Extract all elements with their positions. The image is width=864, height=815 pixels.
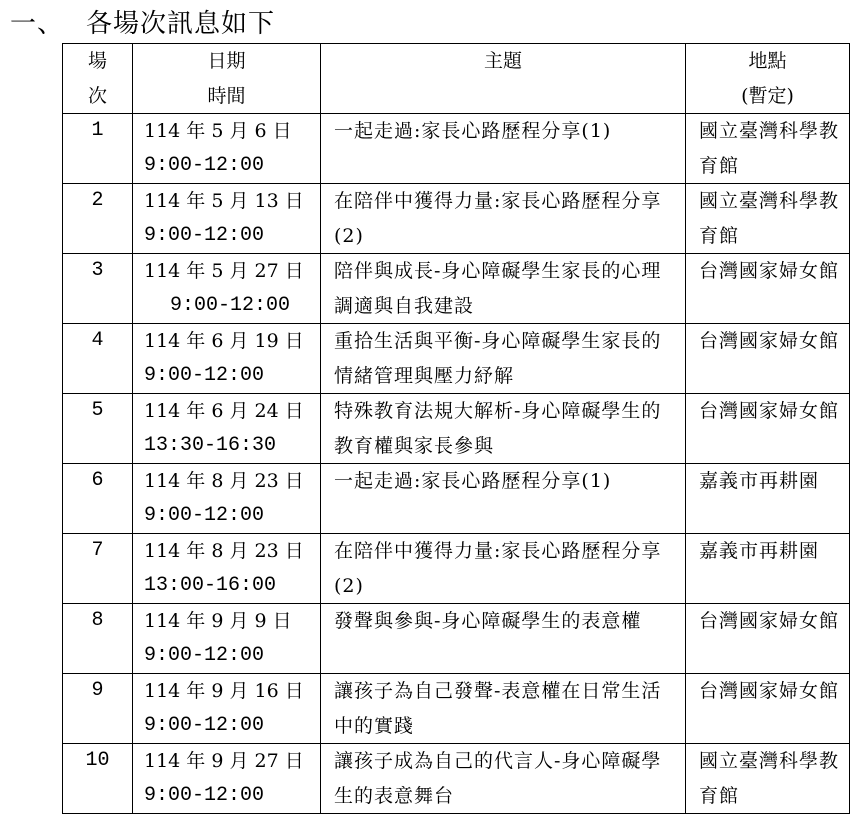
session-place-text: 台灣國家婦女館 xyxy=(699,260,840,282)
session-date: 114 年 9 月 16 日 xyxy=(144,680,304,702)
session-time: 9:00-12:00 xyxy=(144,643,265,667)
table-header-row xyxy=(63,44,850,114)
session-place xyxy=(686,604,850,674)
session-topic-text: 重拾生活與平衡-身心障礙學生家長的情緒管理與壓力紓解 xyxy=(334,330,662,387)
session-number-value: 7 xyxy=(91,539,104,562)
session-topic xyxy=(321,324,686,394)
session-number-value: 8 xyxy=(91,609,104,632)
header-place-line2: (暫定) xyxy=(741,84,794,107)
session-date: 114 年 9 月 27 日 xyxy=(144,750,304,772)
session-number xyxy=(63,394,133,464)
session-date: 114 年 5 月 13 日 xyxy=(144,190,304,212)
session-place-text: 台灣國家婦女館 xyxy=(699,680,840,702)
header-date-time xyxy=(133,44,321,114)
session-place xyxy=(686,394,850,464)
session-topic-text: 特殊教育法規大解析-身心障礙學生的教育權與家長參與 xyxy=(334,400,662,457)
session-number xyxy=(63,254,133,324)
session-topic-text: 一起走過:家長心路歷程分享(1) xyxy=(334,470,612,492)
session-number xyxy=(63,674,133,744)
session-topic xyxy=(321,744,686,814)
session-number-value: 4 xyxy=(91,329,104,352)
session-date: 114 年 8 月 23 日 xyxy=(144,540,304,562)
table-row xyxy=(63,464,850,534)
session-number xyxy=(63,744,133,814)
section-number: 一、 xyxy=(10,9,65,39)
session-topic-text: 讓孩子為自己發聲-表意權在日常生活中的實踐 xyxy=(334,680,662,737)
table-row xyxy=(63,114,850,184)
session-date-time xyxy=(133,394,321,464)
session-place-text: 國立臺灣科學教育館 xyxy=(699,120,840,177)
header-session-no xyxy=(63,44,133,114)
session-place-text: 嘉義市再耕園 xyxy=(699,540,820,562)
session-date-time xyxy=(133,674,321,744)
session-number-value: 6 xyxy=(91,469,104,492)
schedule-table xyxy=(62,43,850,814)
header-topic-label: 主題 xyxy=(483,50,522,72)
session-date-time xyxy=(133,464,321,534)
session-time: 9:00-12:00 xyxy=(144,503,265,527)
session-date-time xyxy=(133,744,321,814)
session-number xyxy=(63,464,133,534)
session-topic xyxy=(321,464,686,534)
session-topic xyxy=(321,604,686,674)
session-date: 114 年 6 月 24 日 xyxy=(144,400,304,422)
session-number-value: 1 xyxy=(91,119,104,142)
session-time: 9:00-12:00 xyxy=(144,223,265,247)
session-number xyxy=(63,114,133,184)
header-date-line2: 時間 xyxy=(207,84,246,107)
session-topic-text: 陪伴與成長-身心障礙學生家長的心理調適與自我建設 xyxy=(334,260,662,317)
session-time: 9:00-12:00 xyxy=(144,713,265,737)
session-number-value: 5 xyxy=(91,399,104,422)
session-topic xyxy=(321,114,686,184)
session-place xyxy=(686,744,850,814)
table-row xyxy=(63,324,850,394)
table-row xyxy=(63,534,850,604)
session-number-value: 3 xyxy=(91,259,104,282)
session-date-time xyxy=(133,254,321,324)
session-topic-text: 一起走過:家長心路歷程分享(1) xyxy=(334,120,612,142)
section-title: 各場次訊息如下 xyxy=(86,9,276,39)
session-place-text: 嘉義市再耕園 xyxy=(699,470,820,492)
session-time: 13:00-16:00 xyxy=(144,573,277,597)
header-place xyxy=(686,44,850,114)
session-topic-text: 在陪伴中獲得力量:家長心路歷程分享(2) xyxy=(334,190,662,247)
header-topic xyxy=(321,44,686,114)
session-number xyxy=(63,604,133,674)
table-row xyxy=(63,254,850,324)
session-date: 114 年 6 月 19 日 xyxy=(144,330,304,352)
session-topic-text: 讓孩子成為自己的代言人-身心障礙學生的表意舞台 xyxy=(334,750,662,807)
session-place xyxy=(686,324,850,394)
session-place xyxy=(686,674,850,744)
session-number xyxy=(63,324,133,394)
session-place xyxy=(686,114,850,184)
session-date-time xyxy=(133,114,321,184)
header-date-line1: 日期 xyxy=(207,50,246,72)
session-topic-text: 發聲與參與-身心障礙學生的表意權 xyxy=(334,610,642,632)
session-time: 9:00-12:00 xyxy=(144,783,265,807)
session-topic xyxy=(321,254,686,324)
table-row xyxy=(63,604,850,674)
session-number xyxy=(63,534,133,604)
session-date-time xyxy=(133,324,321,394)
session-date: 114 年 8 月 23 日 xyxy=(144,470,304,492)
session-time: 13:30-16:30 xyxy=(144,433,277,457)
session-number-value: 10 xyxy=(85,749,110,772)
session-time: 9:00-12:00 xyxy=(144,153,265,177)
session-topic xyxy=(321,674,686,744)
session-time: 9:00-12:00 xyxy=(170,293,291,317)
session-place-text: 國立臺灣科學教育館 xyxy=(699,190,840,247)
session-topic-text: 在陪伴中獲得力量:家長心路歷程分享(2) xyxy=(334,540,662,597)
session-number xyxy=(63,184,133,254)
session-place-text: 台灣國家婦女館 xyxy=(699,400,840,422)
table-row xyxy=(63,674,850,744)
session-date: 114 年 9 月 9 日 xyxy=(144,610,292,632)
section-heading xyxy=(10,6,275,42)
session-place-text: 台灣國家婦女館 xyxy=(699,610,840,632)
table-row xyxy=(63,394,850,464)
header-session-no-line1: 場 xyxy=(87,50,107,72)
session-number-value: 9 xyxy=(91,679,104,702)
session-topic xyxy=(321,394,686,464)
session-topic xyxy=(321,184,686,254)
session-place xyxy=(686,184,850,254)
session-date-time xyxy=(133,184,321,254)
session-date: 114 年 5 月 27 日 xyxy=(144,260,304,282)
session-place xyxy=(686,464,850,534)
session-time: 9:00-12:00 xyxy=(144,363,265,387)
session-date-time xyxy=(133,534,321,604)
header-place-line1: 地點 xyxy=(748,50,787,72)
session-topic xyxy=(321,534,686,604)
session-place xyxy=(686,534,850,604)
session-place xyxy=(686,254,850,324)
session-number-value: 2 xyxy=(91,189,104,212)
table-row xyxy=(63,184,850,254)
header-session-no-line2: 次 xyxy=(87,84,107,107)
table-row xyxy=(63,744,850,814)
session-date: 114 年 5 月 6 日 xyxy=(144,120,292,142)
session-place-text: 國立臺灣科學教育館 xyxy=(699,750,840,807)
session-date-time xyxy=(133,604,321,674)
session-place-text: 台灣國家婦女館 xyxy=(699,330,840,352)
